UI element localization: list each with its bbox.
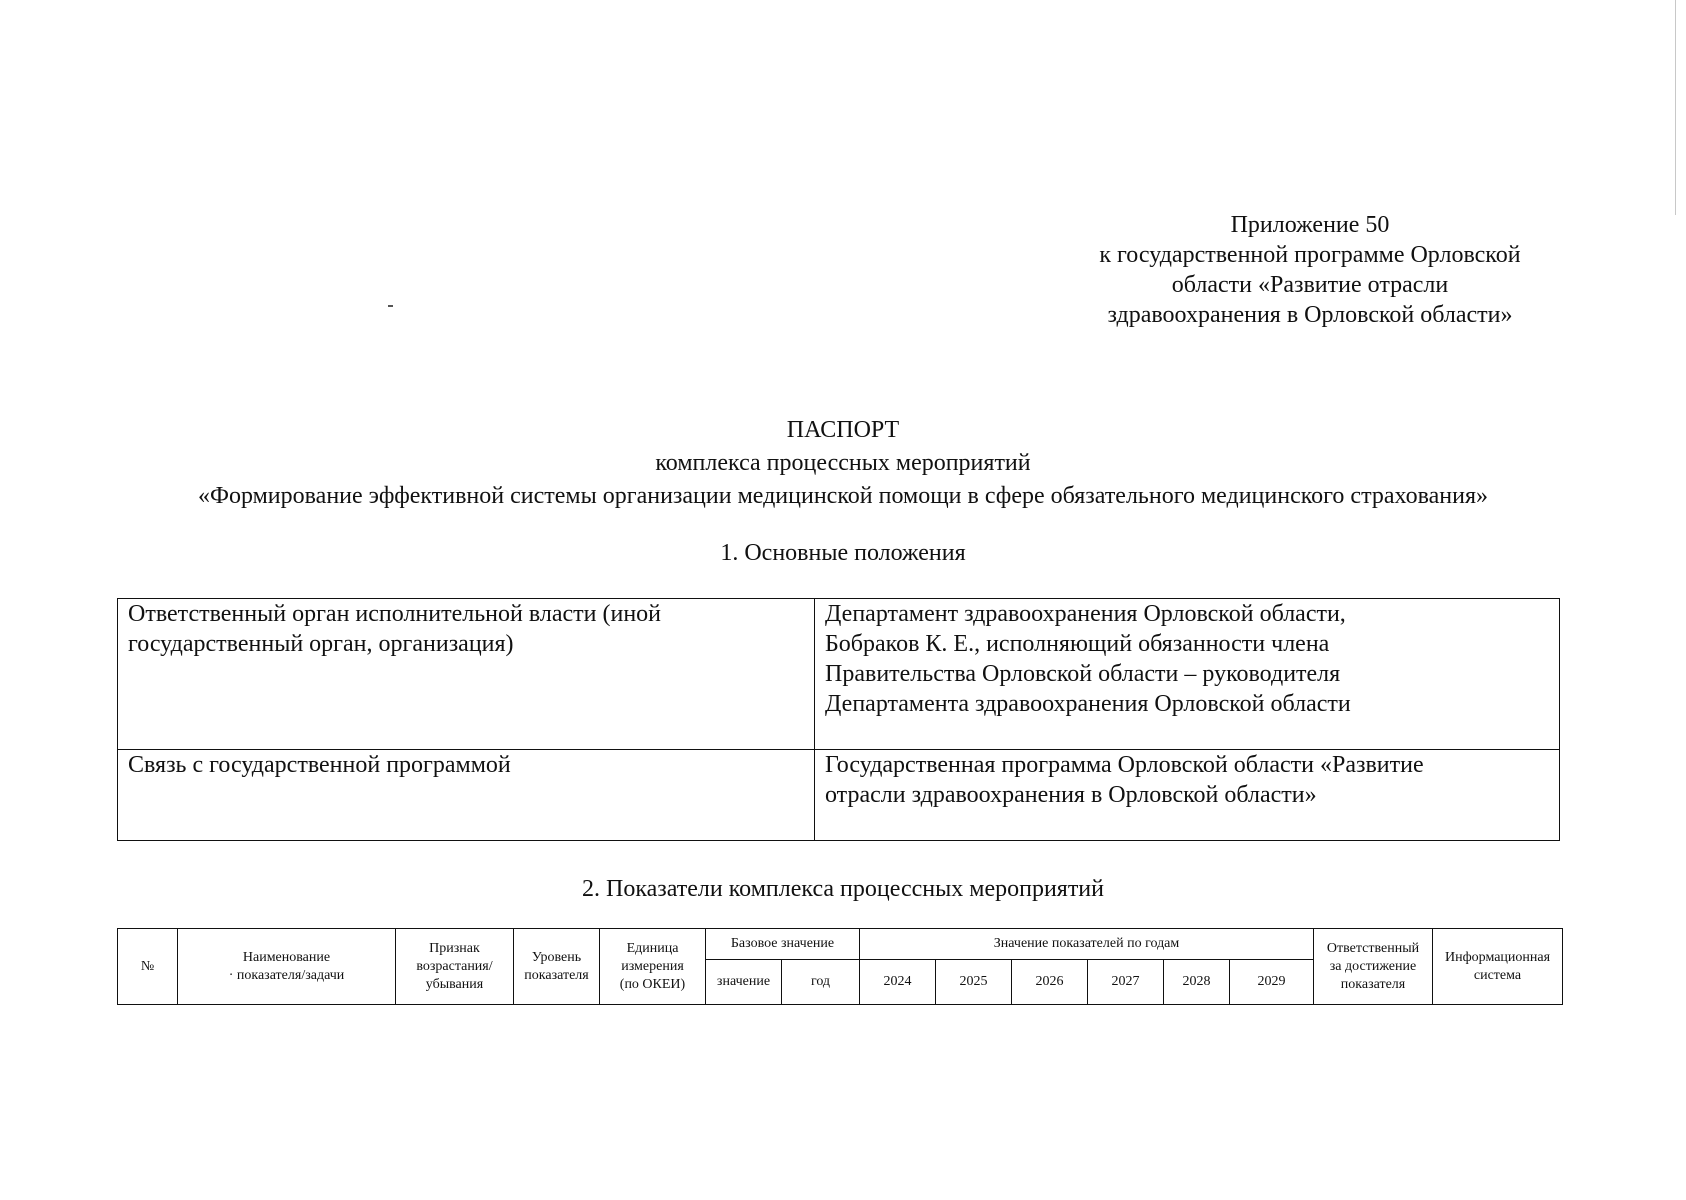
header-line: Единица (626, 940, 679, 956)
col-unit (600, 929, 706, 1005)
header-line: Уровень (531, 949, 582, 965)
header-line: Признак (429, 940, 480, 956)
label-line: Связь с государственной программой (128, 752, 511, 778)
value-line: Департамента здравоохранения Орловской области (825, 691, 1351, 717)
table-row (118, 750, 1560, 841)
title-name: «Формирование эффективной системы организации медицинской помощи в сфере обязательного медицинского страхования» (198, 483, 1488, 509)
page-edge-line (1675, 0, 1676, 215)
value-line: Департамент здравоохранения Орловской области, (825, 601, 1346, 627)
value-line: Бобраков К. Е., исполняющий обязанности члена (825, 631, 1330, 657)
section-2-heading: 2. Показатели комплекса процессных мероприятий (581, 876, 1104, 902)
scan-mark (388, 305, 393, 307)
col-level (514, 929, 600, 1005)
value-line: отрасли здравоохранения в Орловской области» (825, 782, 1317, 808)
header-line: · показателя/задачи (228, 967, 345, 983)
row-value (815, 750, 1560, 841)
appendix-line: Приложение 50 (1230, 212, 1390, 238)
row-label (118, 599, 815, 750)
header-line: показателя (524, 967, 589, 983)
document-title (0, 414, 1686, 513)
header-line: возрастания/ (416, 958, 493, 974)
title-main: ПАСПОРТ (786, 417, 900, 443)
appendix-line: к государственной программе Орловской (1099, 242, 1521, 268)
header-line: (по ОКЕИ) (619, 976, 686, 992)
col-year: 2027 (1088, 960, 1164, 1005)
col-years-group: Значение показателей по годам (860, 929, 1314, 960)
value-line: Государственная программа Орловской области «Развитие (825, 752, 1424, 778)
appendix-note (1040, 210, 1580, 330)
header-row (118, 929, 1563, 960)
header-line: убывания (425, 976, 484, 992)
col-base-year: год (782, 960, 860, 1005)
col-year: 2026 (1012, 960, 1088, 1005)
header-line: измерения (621, 958, 684, 974)
col-year: 2025 (936, 960, 1012, 1005)
header-line: Наименование (242, 949, 331, 965)
header-line: за достижение (1329, 958, 1417, 974)
title-sub: комплекса процессных мероприятий (655, 450, 1031, 476)
appendix-line: области «Развитие отрасли (1171, 272, 1449, 298)
col-name (178, 929, 396, 1005)
row-label (118, 750, 815, 841)
indicators-table (117, 928, 1563, 1005)
header-line: Информационная (1444, 949, 1551, 965)
table-row (118, 599, 1560, 750)
col-info-system (1433, 929, 1563, 1005)
value-line: Правительства Орловской области – руководителя (825, 661, 1341, 687)
section-1-heading: 1. Основные положения (720, 540, 966, 566)
col-year: 2028 (1164, 960, 1230, 1005)
col-number: № (118, 929, 178, 1005)
appendix-line: здравоохранения в Орловской области» (1107, 302, 1513, 328)
label-line: государственный орган, организация) (128, 631, 514, 657)
header-line: Ответственный (1326, 940, 1420, 956)
col-base-value: значение (706, 960, 782, 1005)
col-responsible (1314, 929, 1433, 1005)
label-line: Ответственный орган исполнительной власти (иной (128, 601, 662, 627)
col-trend (396, 929, 514, 1005)
col-year: 2024 (860, 960, 936, 1005)
main-provisions-table (117, 598, 1560, 841)
row-value (815, 599, 1560, 750)
col-year: 2029 (1230, 960, 1314, 1005)
header-line: показателя (1340, 976, 1406, 992)
col-base-group: Базовое значение (706, 929, 860, 960)
header-line: система (1473, 967, 1522, 983)
